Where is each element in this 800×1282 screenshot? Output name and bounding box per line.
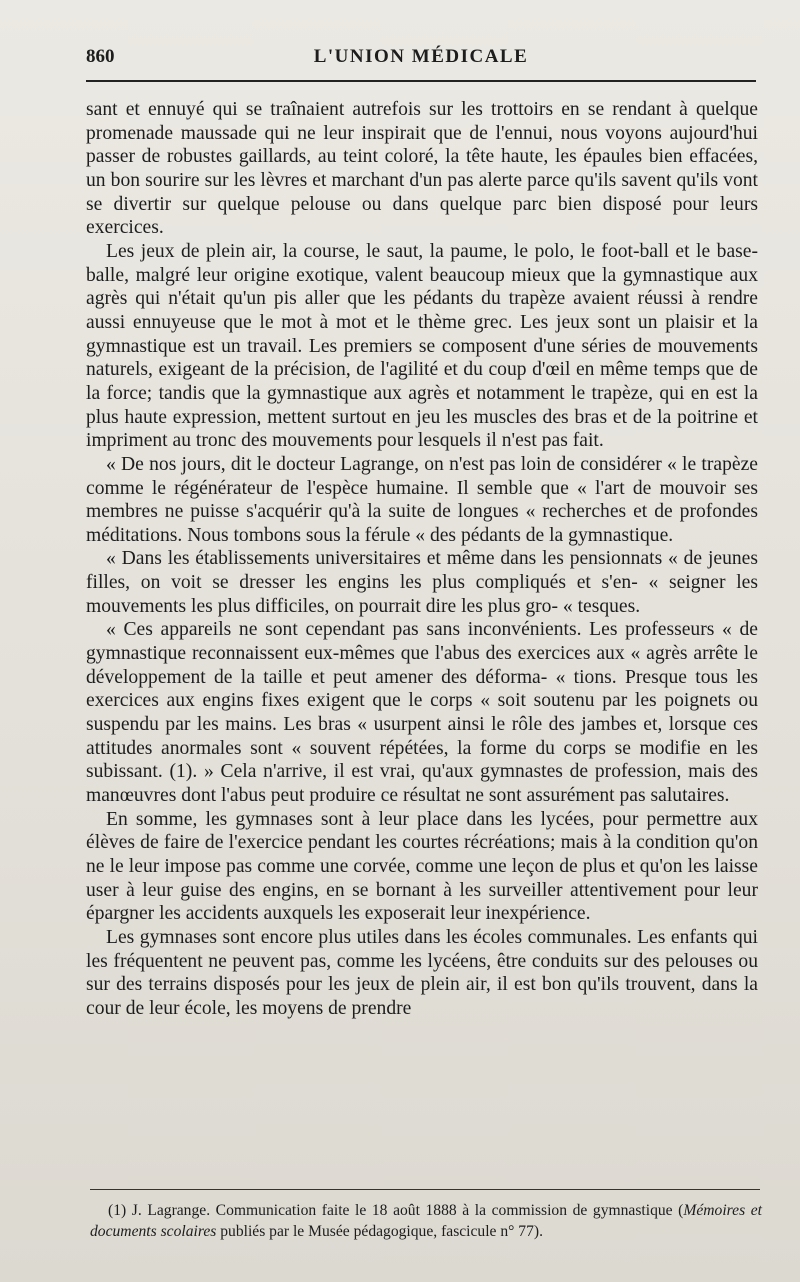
page-number: 860: [86, 46, 115, 67]
footnote-text: [90, 1200, 762, 1242]
paragraph: Les gymnases sont encore plus utiles dans les écoles communales. Les enfants qui les fréquentent ne peuvent pas, comme les lycéens, être conduits sur des pelouses ou sur des terrains disposés pour les jeux de plein air, il est bon qu'ils trouvent, dans la cour de leur école, les moyens de prendre: [86, 926, 758, 1019]
footnote-rule: [90, 1189, 760, 1190]
header-rule: [86, 80, 756, 82]
body-text: [86, 98, 758, 1021]
page-header: [86, 40, 756, 74]
footnote-text-after: publiés par le Musée pédagogique, fascicule n° 77).: [216, 1223, 543, 1240]
footnote-text-before: (1) J. Lagrange. Communication faite le 18 août 1888 à la commission de gymnastique (: [108, 1202, 684, 1219]
footnote: [90, 1200, 762, 1242]
quote-paragraph: « De nos jours, dit le docteur Lagrange, on n'est pas loin de considérer « le trapèze comme le régénérateur de l'espèce humaine. Il semble que « l'art de mouvoir ses membres ne puisse s'acquérir qu'à la suite de longues « recherches et de profondes méditations. Nous tombons sous la férule « des pédants de la gymnastique.: [86, 453, 758, 546]
quote-paragraph: « Dans les établissements universitaires et même dans les pensionnats « de jeunes filles, on voit se dresser les engins les plus compliqués et s'en- « seigner les mouvements les plus difficiles, on pourrait dire les plus gro- « tesques.: [86, 548, 758, 617]
paragraph: En somme, les gymnases sont à leur place dans les lycées, pour permettre aux élèves de faire de l'exercice pendant les courtes récréations; mais à la condition qu'on ne le leur impose pas comme une corvée, comme une leçon de plus et qu'on les laisse user à leur guise des engins, en se bornant à les surveiller attentivement pour leur épargner les accidents auxquels les exposerait leur inexpérience.: [86, 808, 758, 925]
paragraph-continued: sant et ennuyé qui se traînaient autrefois sur les trottoirs en se rendant à quelque promenade maussade qui ne leur inspirait que de l'ennui, nous voyons aujourd'hui passer de robustes gaillards, au teint coloré, la tête haute, les épaules bien effacées, un bon sourire sur les lèvres et marchant d'un pas alerte parce qu'ils savent qu'ils vont se divertir sur quelque pelouse ou dans quelque parc bien disposé pour leurs exercices.: [86, 99, 758, 239]
running-title: L'UNION MÉDICALE: [313, 46, 529, 67]
quote-paragraph: « Ces appareils ne sont cependant pas sans inconvénients. Les professeurs « de gymnastique reconnaissent eux-mêmes que l'abus des exercices aux « agrès arrête le développement de la taille et peut amener des déforma- « tions. Presque tous les exercices aux engins fixes exigent que le corps « soit soutenu par les poignets ou suspendu par les mains. Les bras « usurpent ainsi le rôle des jambes et, lorsque ces attitudes anormales sont « souvent répétées, la forme du corps se modifie en les subissant. (1). » Cela n'arrive, il est vrai, qu'aux gymnastes de profession, mais des manœuvres dont l'abus peut produire ce résultat ne sont assurément pas salutaires.: [86, 619, 758, 807]
paragraph: Les jeux de plein air, la course, le saut, la paume, le polo, le foot-ball et le base-balle, malgré leur origine exotique, valent beaucoup mieux que la gymnastique aux agrès qui n'était qu'un pis aller que les pédants du trapèze avaient réussi à rendre aussi ennuyeuse que le mot à mot et le thème grec. Les jeux sont un plaisir et la gymnastique est un travail. Les premiers se composent d'une séries de mouvements naturels, exigeant de la précision, de l'agilité et du coup d'œil en même temps que de la force; tandis que la gymnastique aux agrès et notamment le trapèze, qui en est la plus haute expression, mettent surtout en jeu les muscles des bras et de la poitrine et impriment au tronc des mouvements pour lesquels il n'est pas fait.: [86, 240, 758, 452]
footnote-italic-title: Mémoires et documents scolaires: [90, 1202, 762, 1240]
